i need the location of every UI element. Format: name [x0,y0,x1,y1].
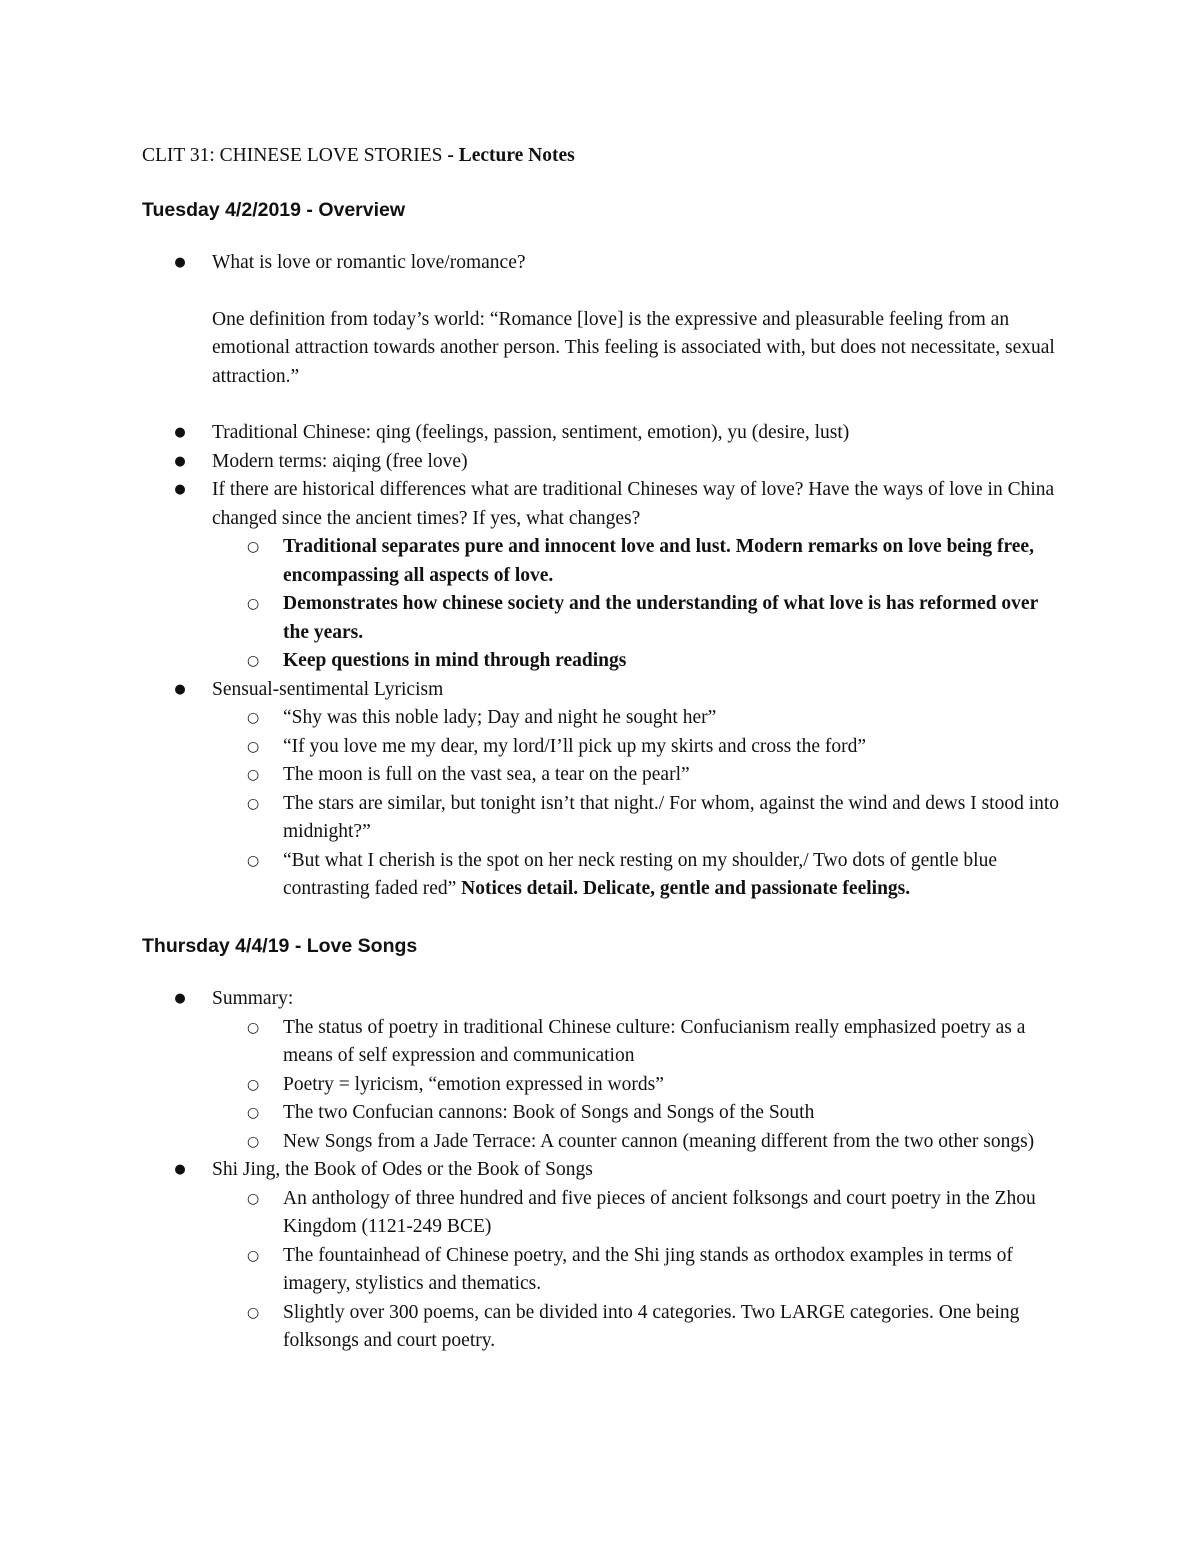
circle-bullet-icon: ○ [247,596,260,612]
circle-bullet-icon: ○ [247,1190,260,1207]
list-item [142,676,1060,705]
sub-list-item-text: Keep questions in mind through readings [283,650,627,671]
sub-list-item-text: “Shy was this noble lady; Day and night he sought her” [283,707,717,728]
circle-bullet-icon: ○ [247,539,260,555]
sub-list-item [212,790,1060,847]
definition-paragraph: One definition from today’s world: “Romance [love] is the expressive and pleasurable feeling from an emotional attraction towards another person. This feeling is associated with, but does not necessitate, sexual attraction.” [212,308,1055,387]
overview-list [142,249,1060,533]
circle-bullet-icon: ○ [247,1247,260,1264]
sub-list-item-text: Demonstrates how chinese society and the understanding of what love is has reformed over the years. [283,593,1038,643]
circle-bullet-icon: ○ [247,852,260,869]
sub-list-item-text: “But what I cherish is the spot on her neck resting on my shoulder,/ Two dots of gentle blue contrasting faded red” [283,849,997,899]
bullet-icon: ● [174,1162,186,1177]
summary-list [142,985,1060,1014]
document-title [142,142,1060,171]
list-item-text: If there are historical differences what are traditional Chineses way of love? Have the ways of love in China changed since the ancient times? If yes, what changes? [212,479,1055,529]
sub-list-item [212,1014,1060,1071]
sub-list-item [212,733,1060,762]
sub-list-item-text: “If you love me my dear, my lord/I’ll pick up my skirts and cross the ford” [283,735,866,757]
sub-list-item [212,1071,1060,1100]
sub-list-item [212,590,1060,647]
sub-list-item [212,1099,1060,1128]
circle-bullet-icon: ○ [247,767,260,783]
list-item [142,1156,1060,1185]
bullet-icon: ● [174,991,186,1006]
sub-list-item [212,1242,1060,1299]
section-heading-love-songs: Thursday 4/4/19 - Love Songs [142,934,418,957]
historical-sublist [212,533,1060,676]
circle-bullet-icon: ○ [247,1304,260,1321]
lyricism-sublist [212,704,1060,904]
course-title: CLIT 31: CHINESE LOVE STORIES [142,145,443,166]
bullet-icon: ● [174,425,186,440]
title-suffix: - Lecture Notes [442,145,575,166]
sub-list-item-text: The status of poetry in traditional Chinese culture: Confucianism really emphasized poetry as a means of self expression and communication [283,1016,1026,1066]
sub-list-item [212,761,1060,790]
sub-list-item-text: The moon is full on the vast sea, a tear on the pearl” [283,764,690,785]
sub-list-item-text: Traditional separates pure and innocent love and lust. Modern remarks on love being free, encompassing all aspects of love. [283,536,1034,586]
list-item-text: Modern terms: aiqing (free love) [212,450,468,472]
list-item [142,419,1060,448]
summary-sublist [212,1014,1060,1157]
sub-list-item-text: New Songs from a Jade Terrace: A counter cannon (meaning different from the two other songs) [283,1130,1035,1152]
sub-list-item [212,1128,1060,1157]
sub-list-item-text: The stars are similar, but tonight isn’t that night./ For whom, against the wind and dews I stood into midnight?” [283,792,1060,842]
list-item [142,249,1060,391]
circle-bullet-icon: ○ [247,710,260,726]
shijing-list [142,1156,1060,1185]
list-item [142,448,1060,477]
sub-list-item [212,1185,1060,1242]
list-item [142,476,1060,533]
list-item-text: Shi Jing, the Book of Odes or the Book of Songs [212,1159,593,1180]
circle-bullet-icon: ○ [247,653,260,669]
bullet-icon: ● [174,255,186,270]
sub-list-item [212,533,1060,590]
lyricism-list [142,676,1060,705]
bullet-icon: ● [174,482,186,497]
sub-list-item-text: Poetry = lyricism, “emotion expressed in words” [283,1073,664,1095]
circle-bullet-icon: ○ [247,1076,260,1093]
circle-bullet-icon: ○ [247,738,260,755]
sub-list-item-text: Slightly over 300 poems, can be divided into 4 categories. Two LARGE categories. One being folksongs and court poetry. [283,1301,1020,1351]
list-item [142,985,1060,1014]
circle-bullet-icon: ○ [247,1019,260,1036]
section-heading-overview: Tuesday 4/2/2019 - Overview [142,198,406,221]
circle-bullet-icon: ○ [247,1133,260,1150]
sub-list-item [212,1299,1060,1356]
sub-list-item [212,847,1060,904]
list-item-text: Traditional Chinese: qing (feelings, passion, sentiment, emotion), yu (desire, lust) [212,422,850,443]
shijing-sublist [212,1185,1060,1356]
circle-bullet-icon: ○ [247,795,260,812]
sub-list-item-text: The fountainhead of Chinese poetry, and the Shi jing stands as orthodox examples in terms of imagery, stylistics and thematics. [283,1244,1013,1294]
list-item-text: Sensual-sentimental Lyricism [212,678,444,700]
bullet-icon: ● [174,453,186,469]
sub-list-item [212,704,1060,733]
bullet-icon: ● [174,681,186,697]
list-item-text: Summary: [212,988,294,1009]
sub-list-item [212,647,1060,676]
list-item-text: What is love or romantic love/romance? [212,252,526,273]
sub-list-item-text: The two Confucian cannons: Book of Songs and Songs of the South [283,1102,815,1123]
sub-list-item-text: An anthology of three hundred and five pieces of ancient folksongs and court poetry in the Zhou Kingdom (1121-249 BCE) [283,1187,1036,1237]
circle-bullet-icon: ○ [247,1105,260,1121]
sub-list-item-bold-note: Notices detail. Delicate, gentle and passionate feelings. [461,878,911,899]
